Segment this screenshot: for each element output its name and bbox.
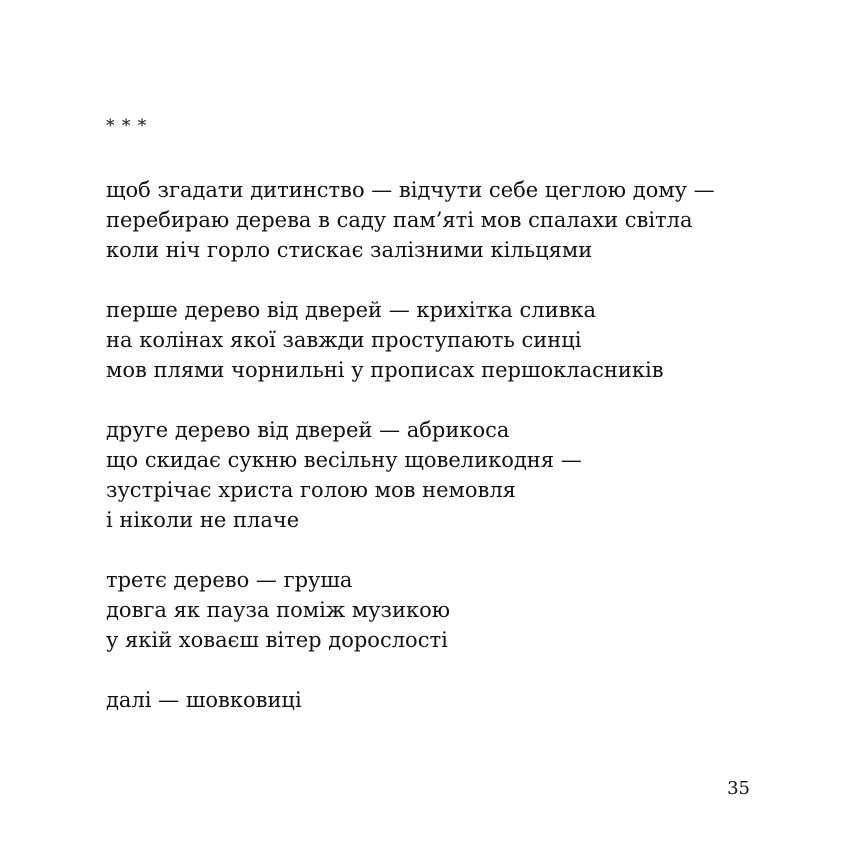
poem-line: перебираю дерева в саду пам’яті мов спалахи світла xyxy=(106,208,693,232)
poem-line: і ніколи не плаче xyxy=(106,508,300,532)
poem-line: у якій ховаєш вітер дорослості xyxy=(106,628,448,652)
section-divider: * * * xyxy=(106,116,148,136)
poem-line: на колінах якої завжди проступають синці xyxy=(106,328,582,352)
poem-line: що скидає сукню весільну щовеликодня — xyxy=(106,448,582,472)
poem-line: щоб згадати дитинство — відчути себе цеглою дому — xyxy=(106,178,715,202)
poem-line: довга як пауза поміж музикою xyxy=(106,598,451,622)
poem-line: мов плями чорнильні у прописах першокласників xyxy=(106,358,664,382)
stanza-1 xyxy=(106,175,715,265)
stanza-4 xyxy=(106,565,450,655)
poem-line: перше дерево від дверей — крихітка сливка xyxy=(106,298,597,322)
poem-line: зустрічає христа голою мов немовля xyxy=(106,478,516,502)
stanza-2 xyxy=(106,295,664,385)
stanza-3 xyxy=(106,415,582,535)
poem-line: друге дерево від дверей — абрикоса xyxy=(106,418,510,442)
stanza-5 xyxy=(106,685,302,715)
poem-line: коли ніч горло стискає залізними кільцями xyxy=(106,238,593,262)
poem-line: третє дерево — груша xyxy=(106,568,353,592)
poem-line: далі — шовковиці xyxy=(106,688,302,712)
page-number: 35 xyxy=(727,778,750,799)
